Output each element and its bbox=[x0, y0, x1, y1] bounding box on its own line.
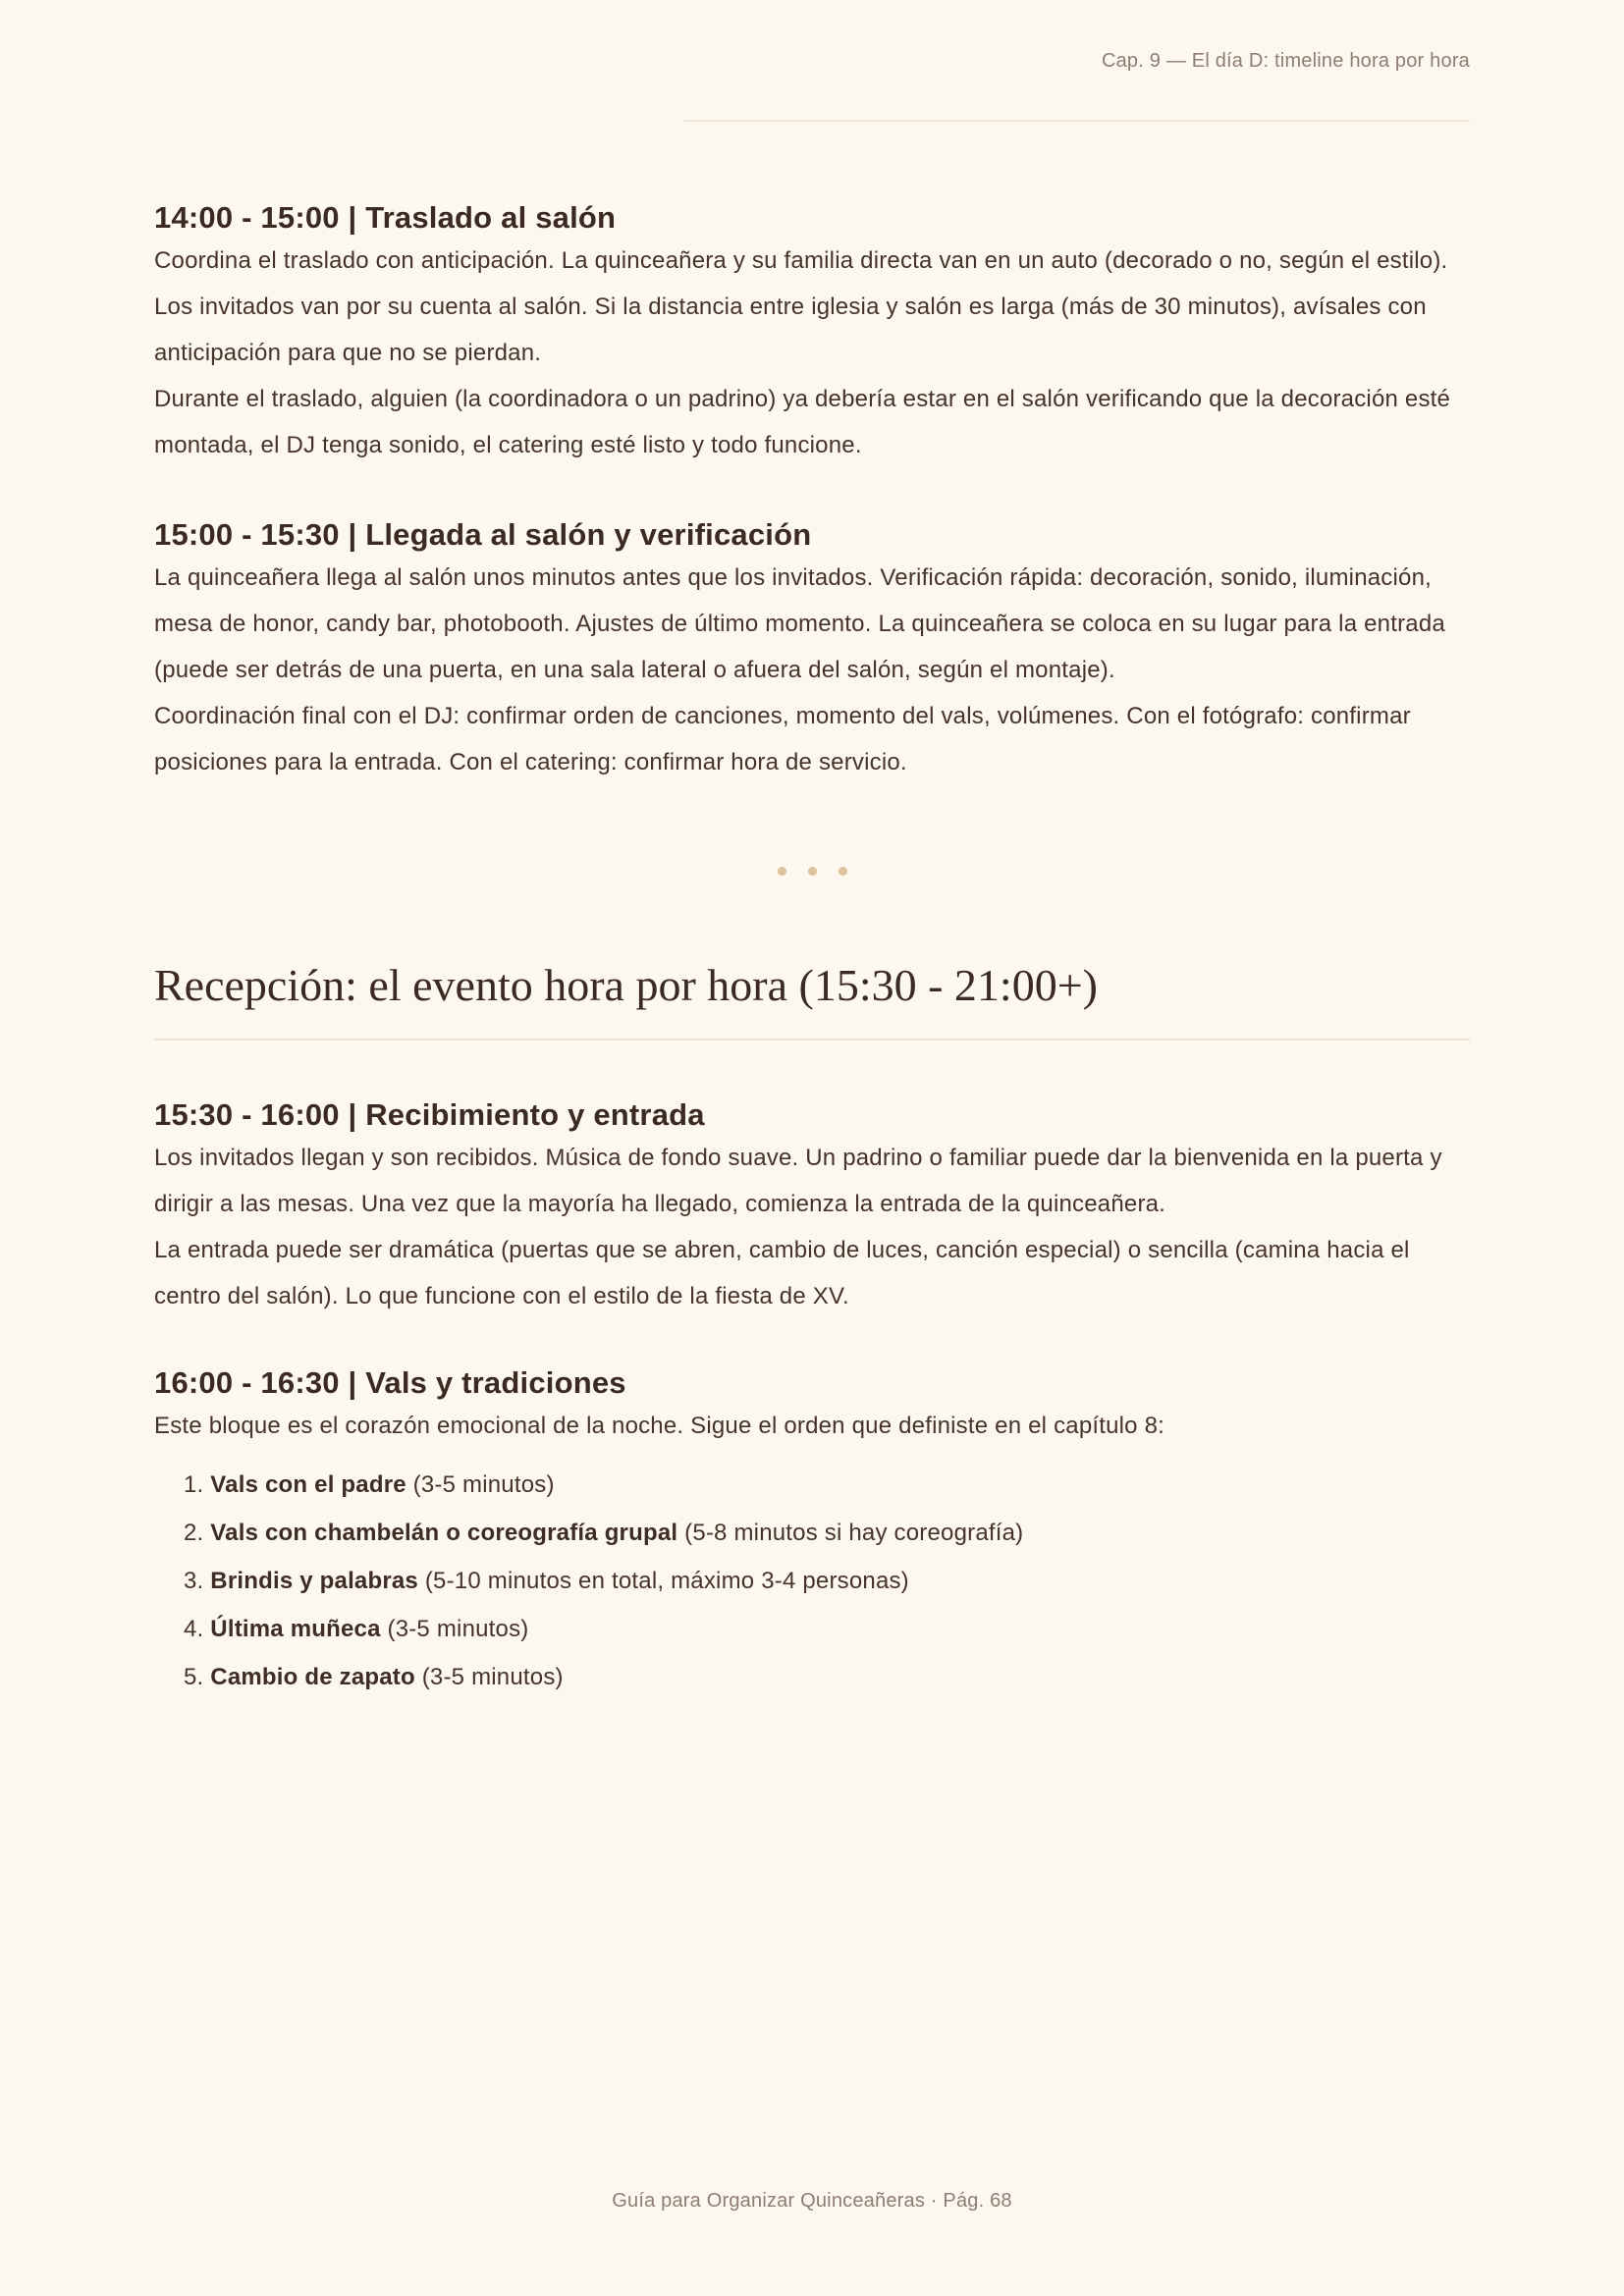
header-rule bbox=[684, 120, 1470, 122]
list-item-number: 4. bbox=[184, 1616, 204, 1642]
traditions-list bbox=[154, 1461, 1470, 1701]
list-item-number: 3. bbox=[184, 1568, 204, 1594]
section-heading-vals: 16:00 - 16:30 | Vals y tradiciones bbox=[154, 1365, 626, 1400]
section-divider-dots bbox=[154, 862, 1470, 880]
page-content bbox=[154, 0, 1470, 1701]
paragraph-llegada-1: La quinceañera llega al salón unos minutos antes que los invitados. Verificación rápida: decoración, sonido, iluminación, mesa de honor, candy bar, photobooth. Ajustes de último momento. La quinceañera se coloca en su lugar para la entrada (puede ser detrás de una puerta, en una sala lateral o afuera del salón, según el montaje). bbox=[154, 564, 1445, 683]
paragraph-recibimiento-1: Los invitados llegan y son recibidos. Música de fondo suave. Un padrino o familiar puede dar la bienvenida en la puerta y dirigir a las mesas. Una vez que la mayoría ha llegado, comienza la entrada de la quinceañera. bbox=[154, 1145, 1442, 1217]
paragraph-traslado-2: Durante el traslado, alguien (la coordinadora o un padrino) ya debería estar en el salón verificando que la decoración esté montada, el DJ tenga sonido, el catering esté listo y todo funcione. bbox=[154, 386, 1451, 458]
list-item-detail: (5-10 minutos en total, máximo 3-4 personas) bbox=[424, 1568, 909, 1594]
list-item bbox=[184, 1653, 1470, 1701]
list-item-title: Cambio de zapato bbox=[210, 1664, 415, 1690]
section-heading-llegada: 15:00 - 15:30 | Llegada al salón y verificación bbox=[154, 517, 812, 552]
section-heading-traslado: 14:00 - 15:00 | Traslado al salón bbox=[154, 200, 617, 235]
divider-dot bbox=[778, 867, 786, 876]
list-item bbox=[184, 1605, 1470, 1653]
paragraph-vals-intro: Este bloque es el corazón emocional de la noche. Sigue el orden que definiste en el capítulo 8: bbox=[154, 1413, 1165, 1439]
list-item bbox=[184, 1557, 1470, 1605]
paragraph-llegada-2: Coordinación final con el DJ: confirmar orden de canciones, momento del vals, volúmenes. Con el fotógrafo: confirmar posiciones para la entrada. Con el catering: confirmar hora de servicio. bbox=[154, 703, 1411, 775]
footer-text: Guía para Organizar Quinceañeras · Pág. 68 bbox=[612, 2190, 1012, 2212]
list-item bbox=[184, 1461, 1470, 1509]
list-item-number: 5. bbox=[184, 1664, 204, 1690]
list-item-title: Vals con chambelán o coreografía grupal bbox=[210, 1520, 678, 1546]
chapter-section-title: Recepción: el evento hora por hora (15:30 - 21:00+) bbox=[154, 958, 1470, 1041]
chapter-label: Cap. 9 — El día D: timeline hora por hora bbox=[1101, 50, 1470, 72]
list-item bbox=[184, 1509, 1470, 1557]
list-item-title: Brindis y palabras bbox=[210, 1568, 418, 1594]
list-item-detail: (3-5 minutos) bbox=[412, 1471, 555, 1498]
divider-dot bbox=[808, 867, 817, 876]
list-item-title: Última muñeca bbox=[210, 1616, 381, 1642]
section-heading-recibimiento: 15:30 - 16:00 | Recibimiento y entrada bbox=[154, 1097, 705, 1132]
divider-dot bbox=[839, 867, 847, 876]
paragraph-traslado-1: Coordina el traslado con anticipación. La quinceañera y su familia directa van en un auto (decorado o no, según el estilo). Los invitados van por su cuenta al salón. Si la distancia entre iglesia y salón es larga (más de 30 minutos), avísales con anticipación para que no se pierdan. bbox=[154, 247, 1448, 366]
list-item-title: Vals con el padre bbox=[210, 1471, 406, 1498]
running-header bbox=[154, 0, 1470, 75]
list-item-number: 2. bbox=[184, 1520, 204, 1546]
list-item-number: 1. bbox=[184, 1471, 204, 1498]
paragraph-recibimiento-2: La entrada puede ser dramática (puertas que se abren, cambio de luces, canción especial) o sencilla (camina hacia el centro del salón). Lo que funcione con el estilo de la fiesta de XV. bbox=[154, 1237, 1410, 1309]
list-item-detail: (5-8 minutos si hay coreografía) bbox=[684, 1520, 1024, 1546]
list-item-detail: (3-5 minutos) bbox=[421, 1664, 564, 1690]
page-footer bbox=[0, 2187, 1624, 2215]
list-item-detail: (3-5 minutos) bbox=[387, 1616, 529, 1642]
